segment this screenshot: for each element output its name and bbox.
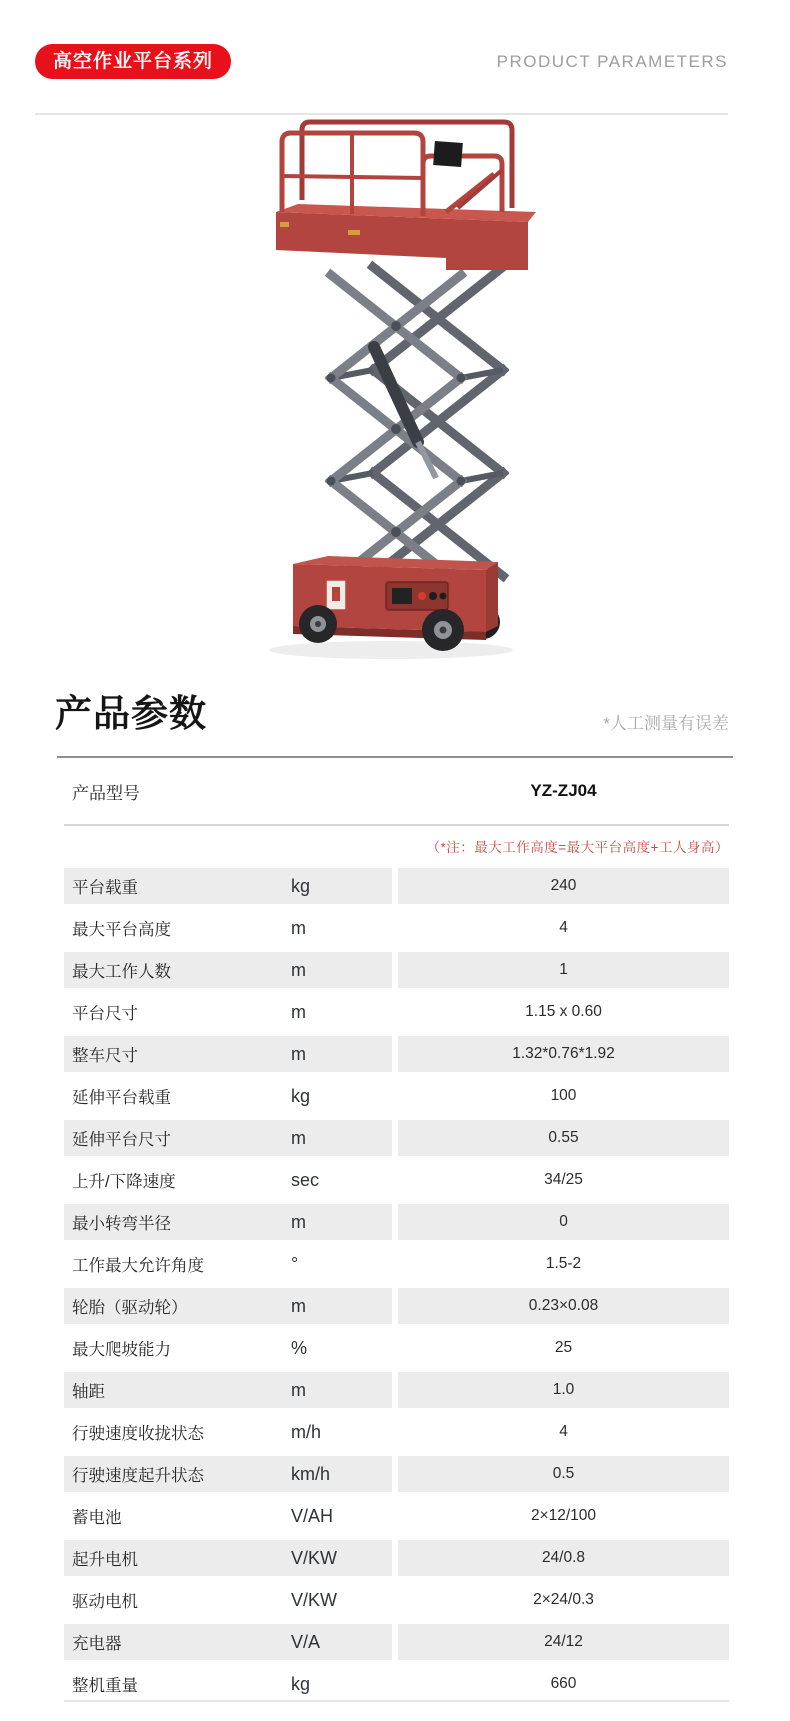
spec-unit: V/KW — [291, 1589, 338, 1610]
spec-cell-left — [64, 1120, 392, 1156]
spec-value: 1.15 x 0.60 — [525, 1003, 602, 1020]
spec-label: 驱动电机 — [72, 1593, 138, 1611]
spec-cell-left — [64, 1036, 392, 1072]
spec-row — [64, 1498, 729, 1534]
scissor-lift-image — [236, 112, 556, 662]
spec-label: 最大爬坡能力 — [72, 1341, 171, 1359]
spec-label: 轴距 — [72, 1383, 105, 1401]
spec-label: 轮胎（驱动轮） — [72, 1299, 188, 1317]
spec-unit: m/h — [291, 1421, 322, 1442]
spec-cell-right — [398, 1330, 729, 1366]
spec-value: 2×12/100 — [530, 1507, 597, 1524]
spec-cell-right — [398, 1204, 729, 1240]
spec-unit: m — [291, 1295, 306, 1316]
spec-cell-left — [64, 1162, 392, 1198]
spec-row — [64, 1246, 729, 1282]
spec-label: 最大平台高度 — [72, 921, 171, 939]
measurement-note: *人工测量有误差 — [603, 714, 729, 734]
spec-value: 0.23×0.08 — [528, 1297, 599, 1314]
spec-row — [64, 1624, 729, 1660]
spec-unit: sec — [291, 1169, 320, 1190]
spec-value: 1.5-2 — [545, 1255, 582, 1272]
header-title: PRODUCT PARAMETERS — [496, 51, 728, 71]
spec-row — [64, 1666, 729, 1702]
spec-unit: km/h — [291, 1463, 331, 1484]
spec-row — [64, 1162, 729, 1198]
spec-row — [64, 1414, 729, 1450]
spec-row — [64, 1372, 729, 1408]
bottom-divider — [64, 1700, 729, 1702]
header — [35, 44, 728, 79]
spec-row — [64, 1204, 729, 1240]
spec-row — [64, 1582, 729, 1618]
spec-cell-left — [64, 1078, 392, 1114]
spec-cell-right — [398, 1246, 729, 1282]
spec-label: 蓄电池 — [72, 1509, 122, 1527]
spec-cell-right — [398, 1372, 729, 1408]
spec-cell-right — [398, 1666, 729, 1702]
spec-cell-left — [64, 1414, 392, 1450]
spec-value: 0.5 — [552, 1465, 575, 1482]
spec-cell-right — [398, 952, 729, 988]
spec-unit: m — [291, 1127, 306, 1148]
spec-cell-left — [64, 952, 392, 988]
spec-cell-right — [398, 1288, 729, 1324]
spec-value: 24/12 — [544, 1633, 583, 1650]
series-badge: 高空作业平台系列 — [35, 44, 231, 79]
spec-cell-left — [64, 1246, 392, 1282]
spec-unit: V/KW — [291, 1547, 338, 1568]
spec-row — [64, 1456, 729, 1492]
spec-cell-right — [398, 910, 729, 946]
spec-label: 整机重量 — [72, 1677, 138, 1695]
spec-label: 延伸平台尺寸 — [72, 1131, 171, 1149]
spec-cell-left — [64, 1582, 392, 1618]
model-value: YZ-ZJ04 — [530, 781, 597, 800]
spec-value: 100 — [550, 1087, 577, 1104]
spec-cell-right — [398, 1498, 729, 1534]
spec-label: 工作最大允许角度 — [72, 1257, 204, 1275]
spec-value: 4 — [559, 1423, 568, 1440]
spec-label: 平台尺寸 — [72, 1005, 138, 1023]
spec-unit: kg — [291, 875, 311, 896]
spec-value: 1.32*0.76*1.92 — [512, 1045, 615, 1062]
spec-unit: m — [291, 1043, 306, 1064]
spec-value: 240 — [550, 877, 577, 894]
spec-cell-left — [64, 1624, 392, 1660]
spec-row — [64, 952, 729, 988]
spec-unit: V/AH — [291, 1505, 334, 1526]
spec-unit: m — [291, 1379, 306, 1400]
spec-row — [64, 1330, 729, 1366]
spec-unit: m — [291, 1211, 306, 1232]
section-title: 产品参数 — [55, 693, 207, 734]
product-figure — [236, 112, 556, 662]
spec-label: 平台载重 — [72, 879, 138, 897]
spec-label: 最大工作人数 — [72, 963, 171, 981]
spec-row — [64, 1120, 729, 1156]
spec-cell-left — [64, 994, 392, 1030]
spec-label: 整车尺寸 — [72, 1047, 138, 1065]
spec-label: 起升电机 — [72, 1551, 138, 1569]
spec-cell-left — [64, 1288, 392, 1324]
spec-value: 660 — [550, 1675, 577, 1692]
spec-unit: % — [291, 1337, 308, 1358]
spec-cell-left — [64, 1666, 392, 1702]
spec-unit: m — [291, 1001, 306, 1022]
spec-cell-right — [398, 1120, 729, 1156]
spec-row — [64, 1540, 729, 1576]
spec-label: 最小转弯半径 — [72, 1215, 171, 1233]
spec-cell-right — [398, 1162, 729, 1198]
spec-cell-left — [64, 1456, 392, 1492]
spec-table — [64, 868, 729, 1708]
spec-unit: kg — [291, 1673, 311, 1694]
spec-value: 1.0 — [552, 1381, 575, 1398]
spec-row — [64, 910, 729, 946]
spec-cell-left — [64, 910, 392, 946]
spec-label: 行驶速度收拢状态 — [72, 1425, 204, 1443]
spec-label: 上升/下降速度 — [72, 1173, 176, 1191]
spec-value: 0.55 — [548, 1129, 579, 1146]
spec-cell-left — [64, 1498, 392, 1534]
section-head — [55, 690, 729, 738]
spec-cell-right — [398, 1036, 729, 1072]
spec-cell-right — [398, 1078, 729, 1114]
spec-unit: m — [291, 917, 306, 938]
spec-value: 34/25 — [544, 1171, 583, 1188]
spec-row — [64, 1078, 729, 1114]
spec-value: 2×24/0.3 — [533, 1591, 594, 1608]
spec-unit: kg — [291, 1085, 311, 1106]
spec-unit: ° — [291, 1253, 299, 1274]
spec-unit: m — [291, 959, 306, 980]
model-label: 产品型号 — [72, 783, 140, 803]
spec-row — [64, 1288, 729, 1324]
spec-value: 25 — [554, 1339, 573, 1356]
spec-value: 0 — [559, 1213, 568, 1230]
spec-cell-right — [398, 1582, 729, 1618]
spec-value: 4 — [559, 919, 568, 936]
model-row — [64, 758, 729, 826]
spec-cell-right — [398, 868, 729, 904]
spec-value: 1 — [559, 961, 568, 978]
spec-cell-right — [398, 994, 729, 1030]
spec-label: 充电器 — [72, 1635, 122, 1653]
spec-cell-right — [398, 1414, 729, 1450]
spec-cell-right — [398, 1456, 729, 1492]
spec-label: 延伸平台载重 — [72, 1089, 171, 1107]
spec-cell-right — [398, 1540, 729, 1576]
spec-value: 24/0.8 — [541, 1549, 586, 1566]
spec-label: 行驶速度起升状态 — [72, 1467, 204, 1485]
spec-row — [64, 868, 729, 904]
spec-unit: V/A — [291, 1631, 321, 1652]
spec-row — [64, 994, 729, 1030]
spec-row — [64, 1036, 729, 1072]
spec-cell-left — [64, 868, 392, 904]
table-footnote: （*注：最大工作高度=最大平台高度+工人身高） — [426, 840, 729, 855]
spec-cell-left — [64, 1372, 392, 1408]
spec-cell-left — [64, 1540, 392, 1576]
spec-cell-left — [64, 1204, 392, 1240]
spec-cell-right — [398, 1624, 729, 1660]
spec-cell-left — [64, 1330, 392, 1366]
